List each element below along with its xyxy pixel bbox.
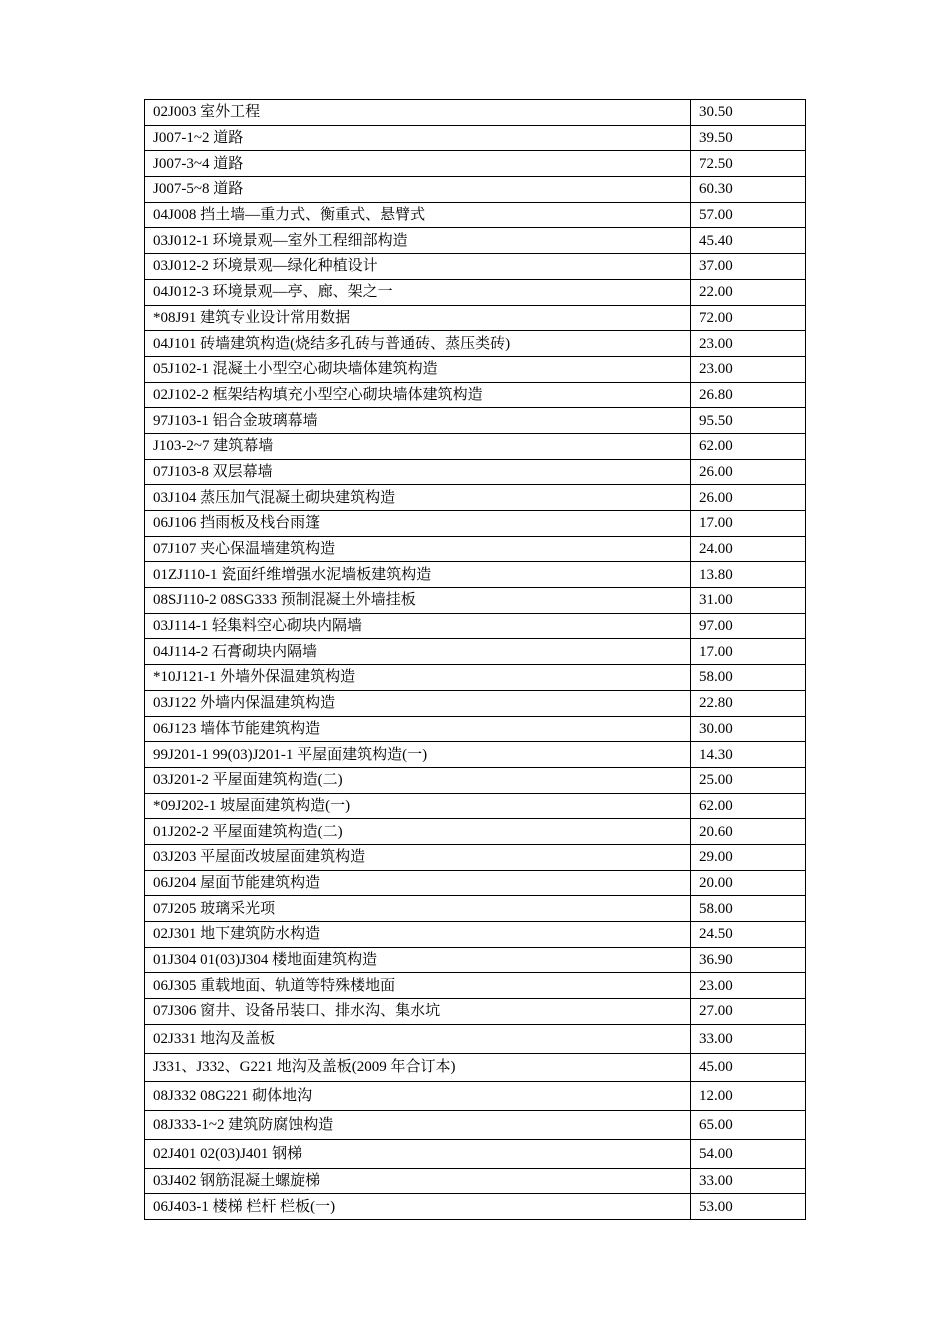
standard-name-cell: 06J123 墙体节能建筑构造 <box>145 716 691 742</box>
table-row <box>145 511 806 537</box>
price-cell: 31.00 <box>691 588 806 614</box>
standard-name-cell: 02J331 地沟及盖板 <box>145 1024 691 1053</box>
price-cell: 58.00 <box>691 665 806 691</box>
standard-name-cell: *08J91 建筑专业设计常用数据 <box>145 305 691 331</box>
standard-name-cell: 97J103-1 铝合金玻璃幕墙 <box>145 408 691 434</box>
table-row <box>145 870 806 896</box>
standard-name-cell: J331、J332、G221 地沟及盖板(2009 年合订本) <box>145 1053 691 1082</box>
price-cell: 20.60 <box>691 819 806 845</box>
table-row <box>145 562 806 588</box>
price-cell: 95.50 <box>691 408 806 434</box>
price-cell: 62.00 <box>691 433 806 459</box>
standard-name-cell: *10J121-1 外墙外保温建筑构造 <box>145 665 691 691</box>
price-cell: 30.50 <box>691 100 806 126</box>
table-row <box>145 536 806 562</box>
table-row <box>145 793 806 819</box>
table-row <box>145 331 806 357</box>
catalog-page <box>144 99 805 1220</box>
price-cell: 45.40 <box>691 228 806 254</box>
price-cell: 23.00 <box>691 973 806 999</box>
table-row <box>145 690 806 716</box>
standard-name-cell: 06J106 挡雨板及栈台雨篷 <box>145 511 691 537</box>
price-cell: 26.00 <box>691 485 806 511</box>
standard-name-cell: 08SJ110-2 08SG333 预制混凝土外墙挂板 <box>145 588 691 614</box>
table-row <box>145 125 806 151</box>
table-row <box>145 382 806 408</box>
price-cell: 36.90 <box>691 947 806 973</box>
table-row <box>145 742 806 768</box>
price-cell: 17.00 <box>691 639 806 665</box>
table-row <box>145 767 806 793</box>
standard-name-cell: 03J201-2 平屋面建筑构造(二) <box>145 767 691 793</box>
table-row <box>145 588 806 614</box>
standard-name-cell: 01J304 01(03)J304 楼地面建筑构造 <box>145 947 691 973</box>
standard-name-cell: 01J202-2 平屋面建筑构造(二) <box>145 819 691 845</box>
price-cell: 37.00 <box>691 254 806 280</box>
table-row <box>145 459 806 485</box>
price-cell: 23.00 <box>691 331 806 357</box>
table-row <box>145 999 806 1025</box>
table-row <box>145 973 806 999</box>
table-row <box>145 254 806 280</box>
table-row <box>145 485 806 511</box>
standard-name-cell: 07J103-8 双层幕墙 <box>145 459 691 485</box>
price-cell: 24.50 <box>691 922 806 948</box>
standard-name-cell: J007-3~4 道路 <box>145 151 691 177</box>
standard-name-cell: 03J203 平屋面改坡屋面建筑构造 <box>145 844 691 870</box>
price-cell: 29.00 <box>691 844 806 870</box>
table-row <box>145 228 806 254</box>
price-cell: 23.00 <box>691 356 806 382</box>
table-row <box>145 1139 806 1168</box>
standard-name-cell: 07J205 玻璃采光项 <box>145 896 691 922</box>
standard-name-cell: J007-5~8 道路 <box>145 177 691 203</box>
standard-name-cell: 01ZJ110-1 瓷面纤维增强水泥墙板建筑构造 <box>145 562 691 588</box>
price-cell: 25.00 <box>691 767 806 793</box>
standard-name-cell: 03J104 蒸压加气混凝土砌块建筑构造 <box>145 485 691 511</box>
price-cell: 45.00 <box>691 1053 806 1082</box>
table-row <box>145 922 806 948</box>
price-cell: 57.00 <box>691 202 806 228</box>
price-cell: 27.00 <box>691 999 806 1025</box>
price-cell: 20.00 <box>691 870 806 896</box>
standard-name-cell: *09J202-1 坡屋面建筑构造(一) <box>145 793 691 819</box>
table-row <box>145 1053 806 1082</box>
standard-name-cell: 04J012-3 环境景观—亭、廊、架之一 <box>145 279 691 305</box>
price-cell: 58.00 <box>691 896 806 922</box>
table-row <box>145 819 806 845</box>
price-cell: 22.00 <box>691 279 806 305</box>
standard-name-cell: 02J003 室外工程 <box>145 100 691 126</box>
standard-name-cell: 06J403-1 楼梯 栏杆 栏板(一) <box>145 1194 691 1220</box>
price-cell: 24.00 <box>691 536 806 562</box>
table-row <box>145 279 806 305</box>
standard-name-cell: 03J122 外墙内保温建筑构造 <box>145 690 691 716</box>
standard-name-cell: 07J107 夹心保温墙建筑构造 <box>145 536 691 562</box>
table-row <box>145 305 806 331</box>
table-row <box>145 433 806 459</box>
table-row <box>145 665 806 691</box>
table-row <box>145 613 806 639</box>
table-row <box>145 408 806 434</box>
standard-name-cell: 07J306 窗井、设备吊装口、排水沟、集水坑 <box>145 999 691 1025</box>
price-cell: 65.00 <box>691 1111 806 1140</box>
price-cell: 14.30 <box>691 742 806 768</box>
standard-name-cell: 08J333-1~2 建筑防腐蚀构造 <box>145 1111 691 1140</box>
standard-name-cell: 05J102-1 混凝土小型空心砌块墙体建筑构造 <box>145 356 691 382</box>
price-cell: 54.00 <box>691 1139 806 1168</box>
table-row <box>145 639 806 665</box>
standard-name-cell: 02J102-2 框架结构填充小型空心砌块墙体建筑构造 <box>145 382 691 408</box>
table-row <box>145 1111 806 1140</box>
standard-name-cell: 04J114-2 石膏砌块内隔墙 <box>145 639 691 665</box>
price-cell: 39.50 <box>691 125 806 151</box>
table-row <box>145 1168 806 1194</box>
price-cell: 62.00 <box>691 793 806 819</box>
price-cell: 72.00 <box>691 305 806 331</box>
table-row <box>145 1024 806 1053</box>
price-cell: 72.50 <box>691 151 806 177</box>
table-row <box>145 151 806 177</box>
table-row <box>145 947 806 973</box>
standard-name-cell: 03J114-1 轻集料空心砌块内隔墙 <box>145 613 691 639</box>
standard-name-cell: 04J008 挡土墙—重力式、衡重式、悬臂式 <box>145 202 691 228</box>
table-row <box>145 1082 806 1111</box>
price-cell: 13.80 <box>691 562 806 588</box>
standard-name-cell: 08J332 08G221 砌体地沟 <box>145 1082 691 1111</box>
price-cell: 97.00 <box>691 613 806 639</box>
price-cell: 53.00 <box>691 1194 806 1220</box>
standard-name-cell: 02J301 地下建筑防水构造 <box>145 922 691 948</box>
table-row <box>145 356 806 382</box>
price-cell: 33.00 <box>691 1024 806 1053</box>
standard-name-cell: 06J204 屋面节能建筑构造 <box>145 870 691 896</box>
price-cell: 22.80 <box>691 690 806 716</box>
standard-name-cell: J007-1~2 道路 <box>145 125 691 151</box>
standard-name-cell: 02J401 02(03)J401 钢梯 <box>145 1139 691 1168</box>
table-row <box>145 100 806 126</box>
table-row <box>145 716 806 742</box>
price-cell: 30.00 <box>691 716 806 742</box>
standard-name-cell: 06J305 重载地面、轨道等特殊楼地面 <box>145 973 691 999</box>
price-cell: 17.00 <box>691 511 806 537</box>
table-row <box>145 1194 806 1220</box>
price-cell: 26.00 <box>691 459 806 485</box>
standard-name-cell: 03J402 钢筋混凝土螺旋梯 <box>145 1168 691 1194</box>
table-row <box>145 177 806 203</box>
table-row <box>145 896 806 922</box>
catalog-table <box>144 99 806 1220</box>
price-cell: 33.00 <box>691 1168 806 1194</box>
table-row <box>145 202 806 228</box>
price-cell: 26.80 <box>691 382 806 408</box>
standard-name-cell: 04J101 砖墙建筑构造(烧结多孔砖与普通砖、蒸压类砖) <box>145 331 691 357</box>
table-row <box>145 844 806 870</box>
price-cell: 12.00 <box>691 1082 806 1111</box>
price-cell: 60.30 <box>691 177 806 203</box>
standard-name-cell: 99J201-1 99(03)J201-1 平屋面建筑构造(一) <box>145 742 691 768</box>
standard-name-cell: J103-2~7 建筑幕墙 <box>145 433 691 459</box>
catalog-table-body <box>145 100 806 1220</box>
standard-name-cell: 03J012-1 环境景观—室外工程细部构造 <box>145 228 691 254</box>
standard-name-cell: 03J012-2 环境景观—绿化种植设计 <box>145 254 691 280</box>
